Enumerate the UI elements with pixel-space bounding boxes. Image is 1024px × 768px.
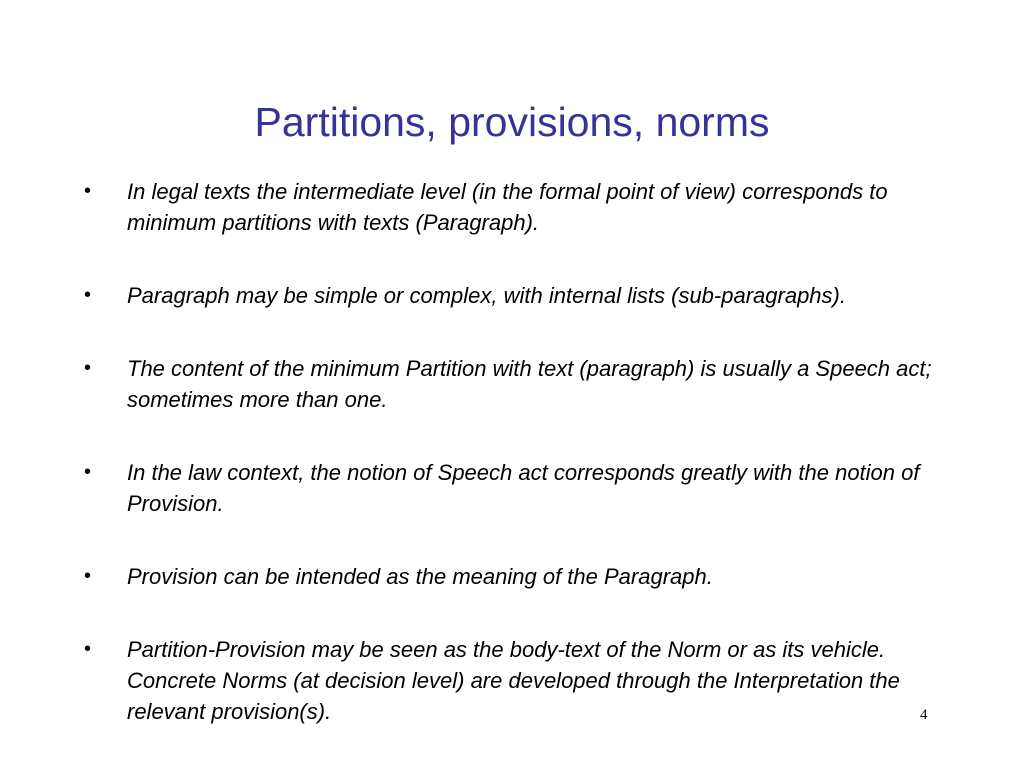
bullet-item xyxy=(84,561,960,592)
bullet-icon: • xyxy=(84,638,92,660)
bullet-item xyxy=(84,353,960,415)
bullet-text: In legal texts the intermediate level (in the formal point of view) corresponds to minimum partitions with texts (Paragraph). xyxy=(127,179,888,235)
bullet-item xyxy=(84,634,960,727)
bullet-icon: • xyxy=(84,180,92,202)
bullet-icon: • xyxy=(84,284,92,306)
bullet-icon: • xyxy=(84,461,92,483)
bullet-list xyxy=(84,176,960,727)
bullet-text: Partition-Provision may be seen as the body-text of the Norm or as its vehicle. Concrete Norms (at decision level) are developed through the Interpretation the relevant provision(s). xyxy=(127,637,900,724)
slide-title: Partitions, provisions, norms xyxy=(254,99,770,145)
bullet-text: Provision can be intended as the meaning of the Paragraph. xyxy=(127,564,713,589)
bullet-text: The content of the minimum Partition with text (paragraph) is usually a Speech act; sometimes more than one. xyxy=(127,356,932,412)
bullet-item xyxy=(84,457,960,519)
bullet-icon: • xyxy=(84,565,92,587)
page-number: 4 xyxy=(920,707,928,723)
bullet-text: In the law context, the notion of Speech act corresponds greatly with the notion of Provision. xyxy=(127,460,920,516)
bullet-item xyxy=(84,280,960,311)
bullet-text: Paragraph may be simple or complex, with internal lists (sub-paragraphs). xyxy=(127,283,846,308)
bullet-icon: • xyxy=(84,357,92,379)
bullet-item xyxy=(84,176,960,238)
